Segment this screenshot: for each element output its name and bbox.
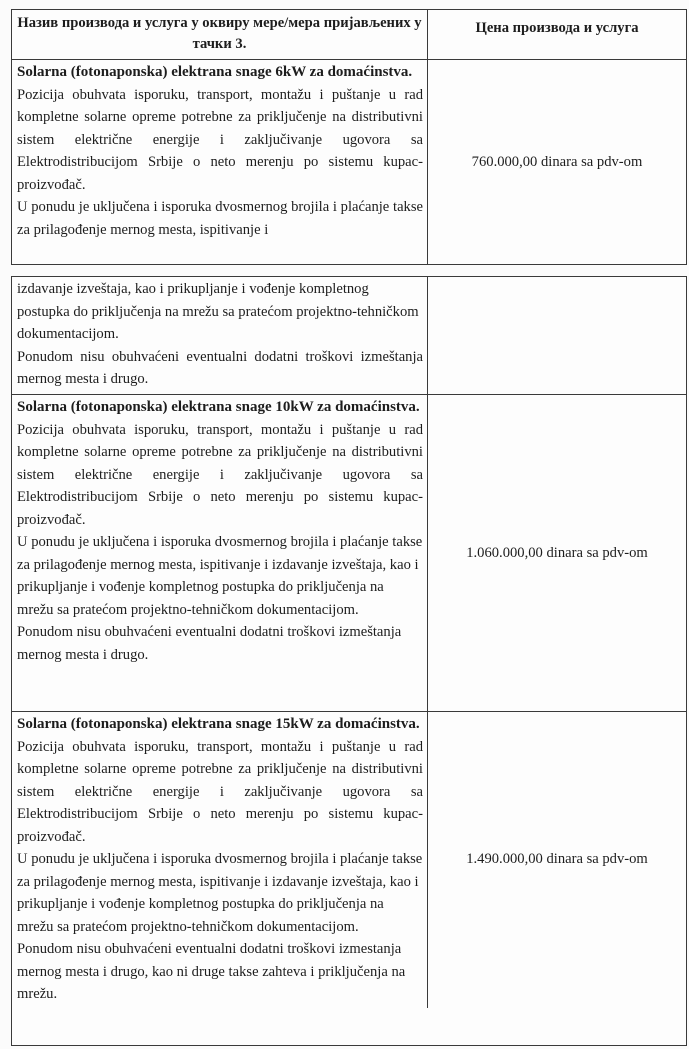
item-price: 1.060.000,00 dinara sa pdv-om bbox=[466, 544, 648, 561]
table-page-continued bbox=[11, 276, 687, 1046]
item-exclusion: Ponudom nisu obuhvaćeni eventualni dodatni troškovi izmeštanja mernog mesta i drugo. bbox=[17, 624, 402, 663]
item-inclusion-continued: izdavanje izveštaja, kao i prikupljanje i vođenje kompletnog postupka do priključenja na mrežu sa pratećom projektno-tehničkom dokumentacijom. bbox=[17, 281, 419, 342]
table-row-6kw-continued bbox=[12, 277, 686, 394]
table-page-top bbox=[11, 9, 687, 265]
item-title: Solarna (fotonaponska) elektrana snage 10kW za domaćinstva. bbox=[17, 399, 420, 415]
item-description: Pozicija obuhvata isporuku, transport, montažu i puštanje u rad kompletne solarne opreme potrebne za priključenje na distributivni sistem električne energije i zaključivanje ugovora sa Elektrodistribucijom Srbije o neto merenju po sistemu kupac-proizvođač. bbox=[17, 421, 423, 528]
item-description: Pozicija obuhvata isporuku, transport, montažu i puštanje u rad kompletne solarne opreme potrebne za priključenje na distributivni sistem električne energije i zaključivanje ugovora sa Elektrodistribucijom Srbije o neto merenju po sistemu kupac-proizvođač. bbox=[17, 86, 423, 193]
item-inclusion: U ponudu je uključena i isporuka dvosmernog brojila i plaćanje takse za prilagođenje mernog mesta, ispitivanje i bbox=[17, 199, 423, 238]
table-header-row bbox=[12, 10, 686, 59]
item-title: Solarna (fotonaponska) elektrana snage 15kW za domaćinstva. bbox=[17, 716, 420, 732]
item-title: Solarna (fotonaponska) elektrana snage 6kW za domaćinstva. bbox=[17, 64, 413, 80]
table-row-10kw bbox=[12, 394, 686, 711]
item-inclusion: U ponudu je uključena i isporuka dvosmernog brojila i plaćanje takse za prilagođenje mernog mesta, ispitivanje i izdavanje izveštaja, kao i prikupljanje i vođenje kompletnog postupka do priključenja na mrežu sa pratećom projektno-tehničkom dokumentacijom. bbox=[17, 534, 423, 618]
table-row-6kw bbox=[12, 59, 686, 265]
header-col-price: Цена производа и услуга bbox=[475, 20, 639, 36]
item-exclusion: Ponudom nisu obuhvaćeni eventualni dodatni troškovi izmestanja mernog mesta i drugo, kao ni druge takse zahteva i priključenja na mrežu. bbox=[17, 941, 406, 1002]
table-row-15kw bbox=[12, 711, 686, 1008]
item-price: 760.000,00 dinara sa pdv-om bbox=[471, 154, 643, 170]
item-price: 1.490.000,00 dinara sa pdv-om bbox=[466, 851, 648, 868]
item-exclusion: Ponudom nisu obuhvaćeni eventualni dodatni troškovi izmeštanja mernog mesta i drugo. bbox=[17, 348, 423, 387]
item-description: Pozicija obuhvata isporuku, transport, montažu i puštanje u rad kompletne solarne opreme potrebne za priključenje na distributivni sistem električne energije i zaključivanje ugovora sa Elektrodistribucijom Srbije o neto merenju po sistemu kupac-proizvođač. bbox=[17, 738, 423, 845]
header-col-name: Назив производа и услуга у оквиру мере/мера пријављених у тачки 3. bbox=[12, 10, 428, 59]
item-inclusion: U ponudu je uključena i isporuka dvosmernog brojila i plaćanje takse za prilagođenje mernog mesta, ispitivanje i izdavanje izveštaja, kao i prikupljanje i vođenje kompletnog postupka do priključenja na mrežu sa pratećom projektno-tehničkom dokumentacijom. bbox=[17, 851, 423, 935]
